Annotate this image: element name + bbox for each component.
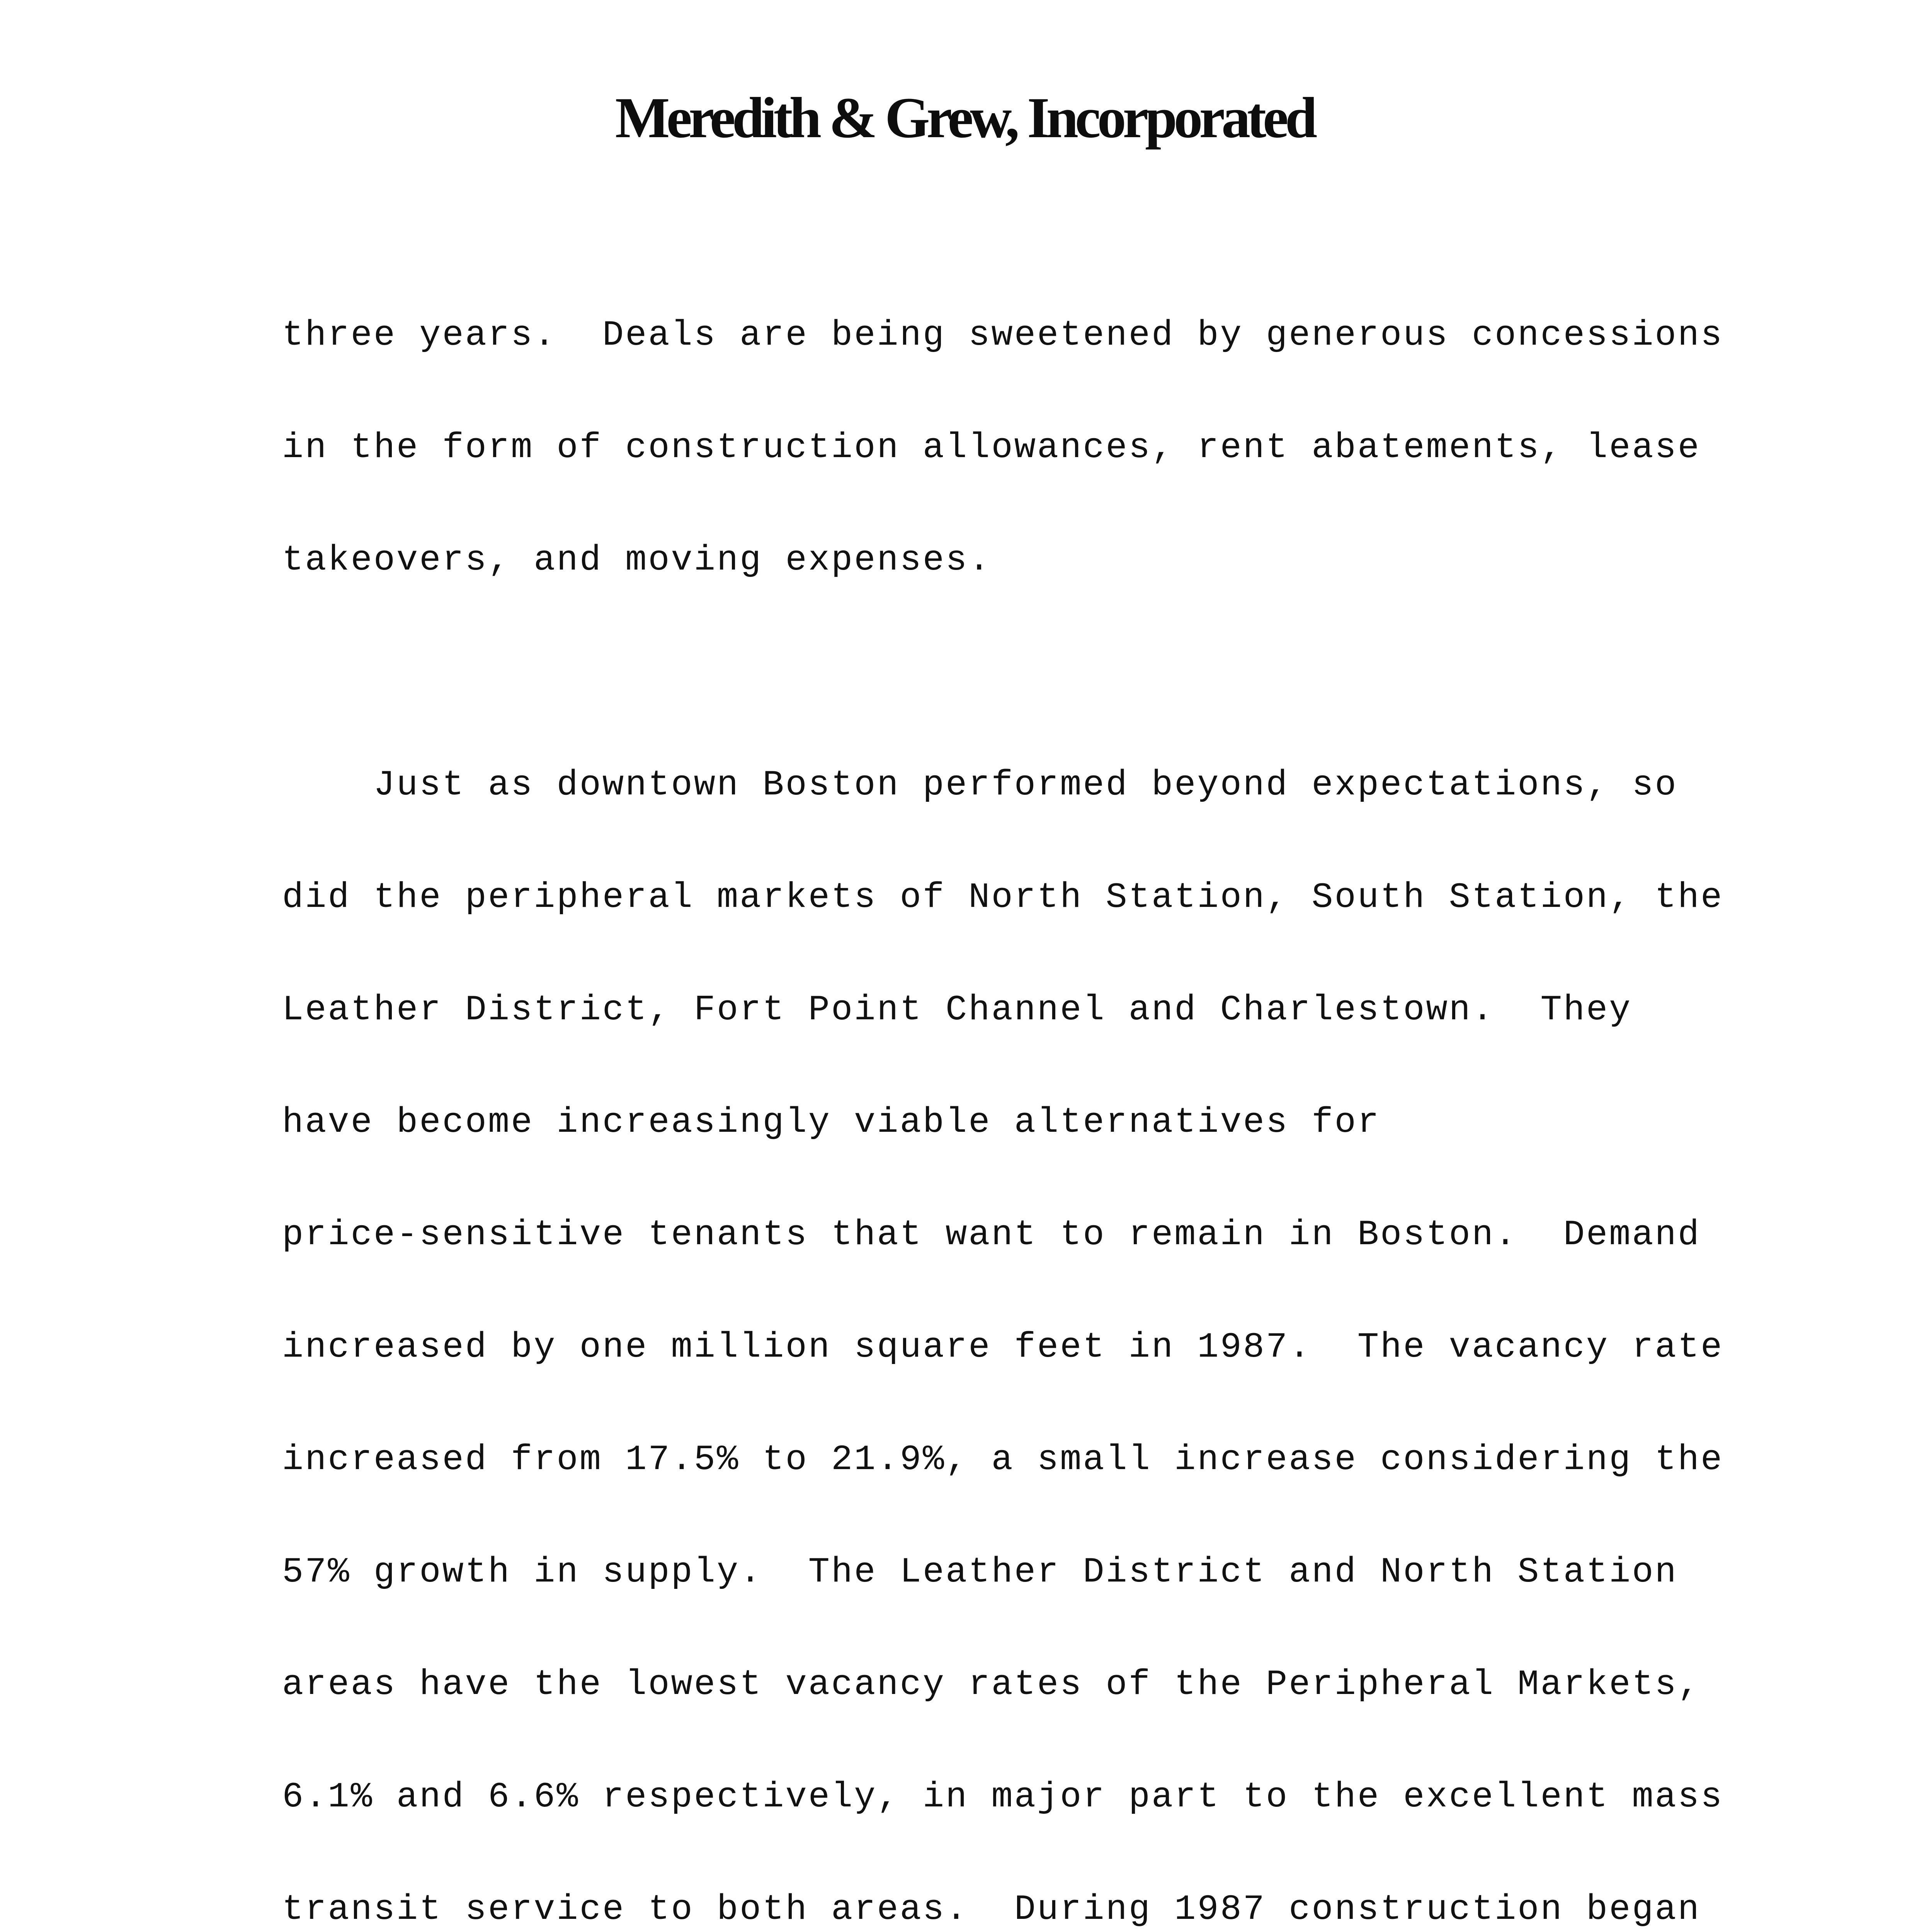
text-line: areas have the lowest vacancy rates of the Peripheral Markets,	[282, 1664, 1701, 1705]
text-line: increased by one million square feet in 1987. The vacancy rate	[282, 1327, 1724, 1367]
text-line: takeovers, and moving expenses.	[282, 540, 992, 580]
text-line: three years. Deals are being sweetened by generous concessions	[282, 315, 1724, 355]
paragraph	[282, 691, 1828, 1932]
text-line: increased from 17.5% to 21.9%, a small increase considering the	[282, 1439, 1724, 1480]
text-line: 6.1% and 6.6% respectively, in major part to the excellent mass	[282, 1777, 1724, 1817]
text-line: in the form of construction allowances, rent abatements, lease	[282, 427, 1701, 468]
letterhead: Meredith & Grew, Incorporated	[615, 86, 1314, 150]
text-line: have become increasingly viable alternatives for	[282, 1102, 1381, 1143]
text-line: did the peripheral markets of North Station, South Station, the	[282, 877, 1724, 918]
document-body	[282, 242, 1828, 1932]
paragraph	[282, 242, 1828, 654]
text-line: transit service to both areas. During 1987 construction began	[282, 1889, 1701, 1930]
text-line: Leather District, Fort Point Channel and Charlestown. They	[282, 990, 1632, 1030]
text-line: price-sensitive tenants that want to remain in Boston. Demand	[282, 1214, 1701, 1255]
text-line: 57% growth in supply. The Leather District and North Station	[282, 1552, 1678, 1592]
text-line: Just as downtown Boston performed beyond expectations, so	[282, 765, 1678, 805]
